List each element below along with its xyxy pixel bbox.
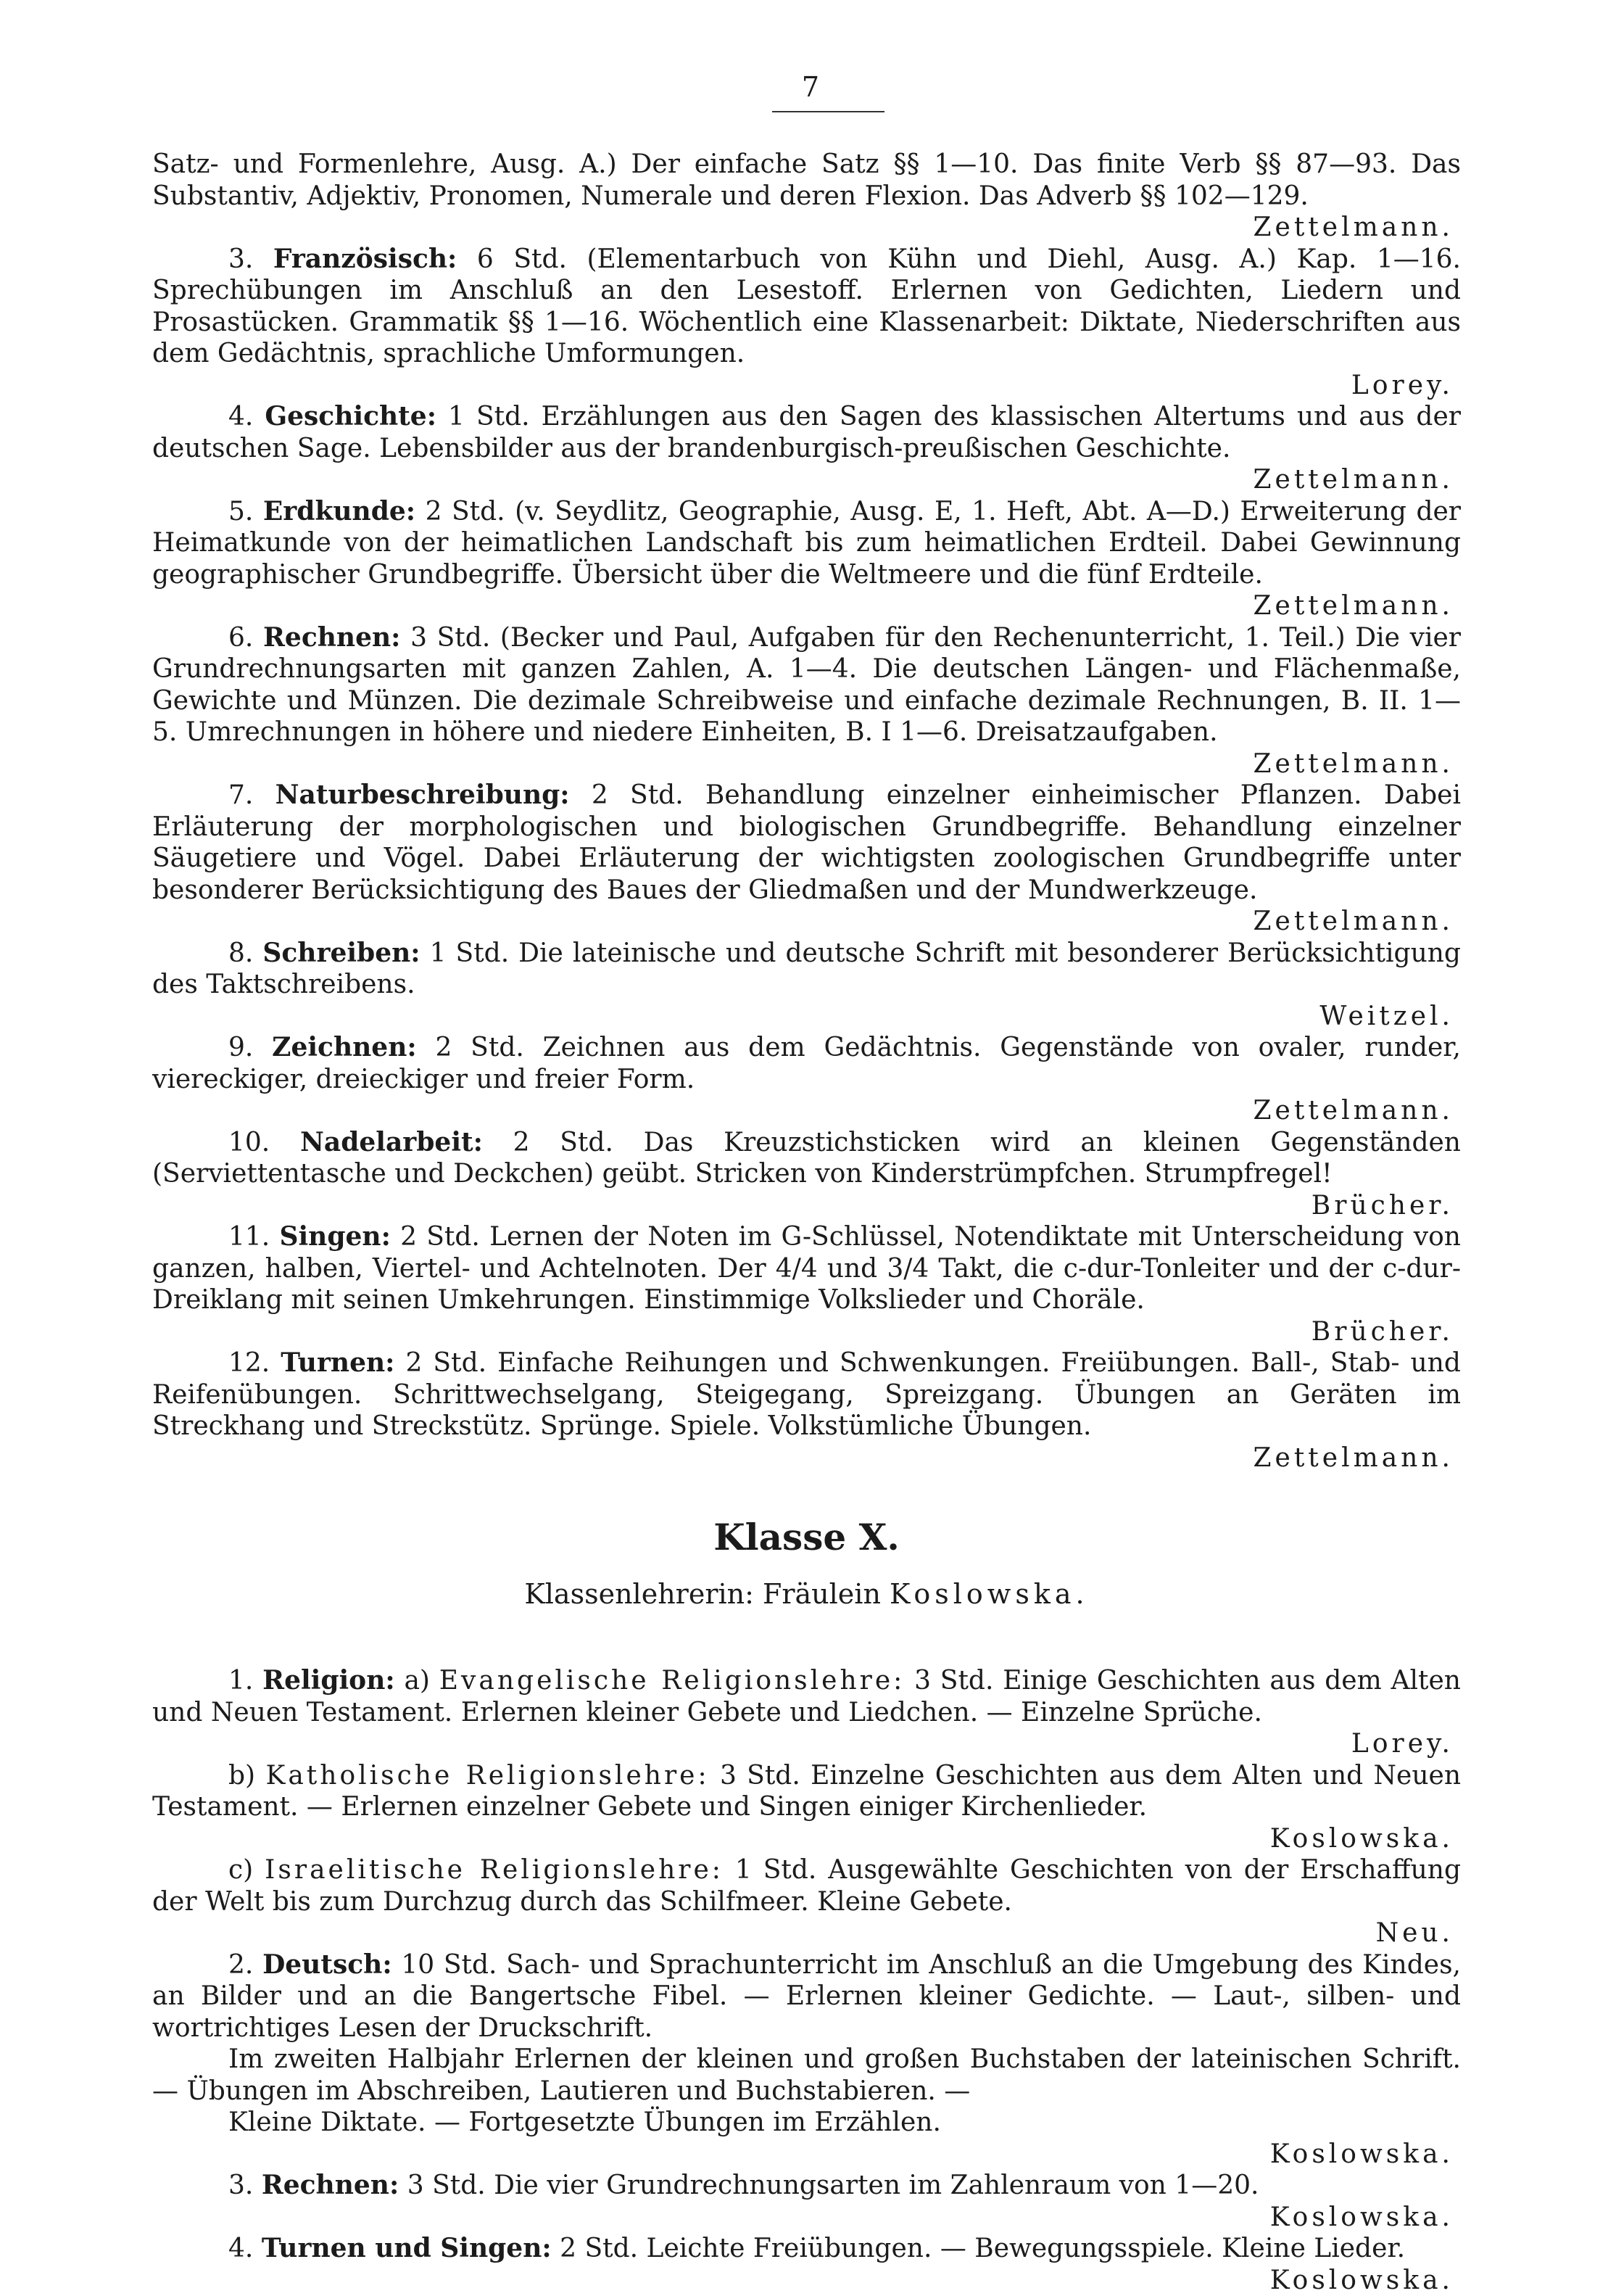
signature: Neu. — [152, 1917, 1461, 1949]
subject-title: Rechnen: — [262, 2170, 399, 2200]
signature: Brücher. — [152, 1316, 1461, 1348]
subject-franzoesisch: 3. Französisch: 6 Std. (Elementarbuch von Kühn und Diehl, Ausg. A.) Kap. 1—16. Sprechübungen im Anschluß an den Lesestoff. Erlernen von Gedichten, Liedern und Prosastücken. Grammatik §§ 1—16. Wöchentlich eine Klassenarbeit: Diktate, Niederschriften aus dem Gedächtnis, sprachliche Umformungen. — [152, 244, 1461, 370]
subject-title: Deutsch: — [262, 1949, 392, 1980]
signature: Koslowska. — [152, 2202, 1461, 2234]
subject-rechnen-x: 3. Rechnen: 3 Std. Die vier Grundrechnungsarten im Zahlenraum von 1—20. — [152, 2170, 1461, 2202]
page-number: 7 — [774, 71, 847, 103]
signature: Weitzel. — [152, 1001, 1461, 1033]
signature: Zettelmann. — [152, 1442, 1461, 1474]
subject-title: Schreiben: — [262, 938, 420, 968]
signature: Zettelmann. — [152, 212, 1461, 244]
section-heading: Klasse X. — [152, 1516, 1461, 1559]
signature: Zettelmann. — [152, 464, 1461, 496]
subject-title: Turnen und Singen: — [262, 2233, 552, 2263]
subject-rechnen: 6. Rechnen: 3 Std. (Becker und Paul, Aufgaben für den Rechenunterricht, 1. Teil.) Die vier Grundrechnungsarten mit ganzen Zahlen, A. 1—4. Die deutschen Längen- und Flächenmaße, Gewichte und Münzen. Die dezimale Schreibweise und einfache dezimale Rechnungen, B. II. 1—5. Umrechnungen in höhere und niedere Einheiten, B. I 1—6. Dreisatzaufgaben. — [152, 622, 1461, 748]
class-teacher-line: Klassenlehrerin: Fräulein Koslowska. — [152, 1578, 1461, 1610]
subject-title: Religion: — [262, 1665, 395, 1696]
subject-title: Nadelarbeit: — [300, 1127, 483, 1157]
subject-title: Geschichte: — [265, 401, 436, 431]
subject-religion-katholisch: b) Katholische Religionslehre: 3 Std. Einzelne Geschichten aus dem Alten und Neuen Testament. — Erlernen einzelner Gebete und Singen einiger Kirchenlieder. — [152, 1760, 1461, 1823]
subject-title: Erdkunde: — [263, 496, 415, 526]
subject-title: Singen: — [280, 1221, 391, 1252]
signature: Koslowska. — [152, 1823, 1461, 1855]
deutsch-continuation: Satz- und Formenlehre, Ausg. A.) Der einfache Satz §§ 1—10. Das finite Verb §§ 87—93. Das Substantiv, Adjektiv, Pronomen, Numerale und deren Flexion. Das Adverb §§ 102—129. — [152, 149, 1461, 212]
page-number-rule — [772, 111, 884, 112]
subject-erdkunde: 5. Erdkunde: 2 Std. (v. Seydlitz, Geographie, Ausg. E, 1. Heft, Abt. A—D.) Erweiterung der Heimatkunde von der heimatlichen Landschaft bis zum heimatlichen Erdteil. Dabei Gewinnung geographischer Grundbegriffe. Übersicht über die Weltmeere und die fünf Erdteile. — [152, 496, 1461, 591]
subject-geschichte: 4. Geschichte: 1 Std. Erzählungen aus den Sagen des klassischen Altertums und aus der deutschen Sage. Lebensbilder aus der brandenburgisch-preußischen Geschichte. — [152, 401, 1461, 464]
subject-nadelarbeit: 10. Nadelarbeit: 2 Std. Das Kreuzstichsticken wird an kleinen Gegenständen (Serviettentasche und Deckchen) geübt. Stricken von Kinderstrümpfchen. Strumpfregel! — [152, 1127, 1461, 1190]
signature: Koslowska. — [152, 2139, 1461, 2171]
signature: Lorey. — [152, 370, 1461, 402]
teacher-name: Koslowska. — [890, 1578, 1089, 1610]
signature: Lorey. — [152, 1728, 1461, 1760]
page-body — [152, 149, 1461, 2296]
subject-deutsch: 2. Deutsch: 10 Std. Sach- und Sprachunterricht im Anschluß an die Umgebung des Kindes, an Bilder und an die Bangertsche Fibel. — Erlernen kleiner Gedichte. — Laut-, silben- und wortrichtiges Lesen der Druckschrift. — [152, 1949, 1461, 2044]
subject-religion-evangelisch: 1. Religion: a) Evangelische Religionslehre: 3 Std. Einige Geschichten aus dem Alten und Neuen Testament. Erlernen kleiner Gebete und Liedchen. — Einzelne Sprüche. — [152, 1665, 1461, 1728]
deutsch-diktate: Kleine Diktate. — Fortgesetzte Übungen im Erzählen. — [152, 2107, 1461, 2139]
subject-religion-israelitisch: c) Israelitische Religionslehre: 1 Std. Ausgewählte Geschichten von der Erschaffung der Welt bis zum Durchzug durch das Schilfmeer. Kleine Gebete. — [152, 1854, 1461, 1917]
subject-title: Turnen: — [281, 1347, 394, 1378]
subject-title: Naturbeschreibung: — [275, 780, 570, 810]
signature: Zettelmann. — [152, 1095, 1461, 1127]
signature: Zettelmann. — [152, 748, 1461, 780]
signature: Zettelmann. — [152, 906, 1461, 938]
subject-title: Französisch: — [273, 244, 457, 274]
signature: Brücher. — [152, 1190, 1461, 1222]
subject-title: Zeichnen: — [272, 1032, 417, 1062]
signature: Zettelmann. — [152, 590, 1461, 622]
subject-schreiben: 8. Schreiben: 1 Std. Die lateinische und deutsche Schrift mit besonderer Berücksichtigung des Taktschreibens. — [152, 938, 1461, 1001]
subject-naturbeschreibung: 7. Naturbeschreibung: 2 Std. Behandlung einzelner einheimischer Pflanzen. Dabei Erläuterung der morphologischen und biologischen Grundbegriffe. Behandlung einzelner Säugetiere und Vögel. Dabei Erläuterung der wichtigsten zoologischen Grundbegriffe unter besonderer Berücksichtigung des Baues der Gliedmaßen und der Mundwerkzeuge. — [152, 780, 1461, 906]
subject-zeichnen: 9. Zeichnen: 2 Std. Zeichnen aus dem Gedächtnis. Gegenstände von ovaler, runder, viereckiger, dreieckiger und freier Form. — [152, 1032, 1461, 1095]
subject-turnen: 12. Turnen: 2 Std. Einfache Reihungen und Schwenkungen. Freiübungen. Ball-, Stab- und Reifenübungen. Schrittwechselgang, Steigegang, Spreizgang. Übungen an Geräten im Streckhang und Streckstütz. Sprünge. Spiele. Volkstümliche Übungen. — [152, 1347, 1461, 1442]
deutsch-second-half: Im zweiten Halbjahr Erlernen der kleinen und großen Buchstaben der lateinischen Schrift. — Übungen im Abschreiben, Lautieren und Buchstabieren. — — [152, 2044, 1461, 2107]
signature: Koslowska. — [152, 2265, 1461, 2296]
subject-singen: 11. Singen: 2 Std. Lernen der Noten im G-Schlüssel, Notendiktate mit Unterscheidung von ganzen, halben, Viertel- und Achtelnoten. Der 4/4 und 3/4 Takt, die c-dur-Tonleiter und der c-dur-Dreiklang mit seinen Umkehrungen. Einstimmige Volkslieder und Choräle. — [152, 1221, 1461, 1316]
subject-turnen-singen: 4. Turnen und Singen: 2 Std. Leichte Freiübungen. — Bewegungsspiele. Kleine Lieder. — [152, 2233, 1461, 2265]
subject-title: Rechnen: — [263, 622, 400, 653]
